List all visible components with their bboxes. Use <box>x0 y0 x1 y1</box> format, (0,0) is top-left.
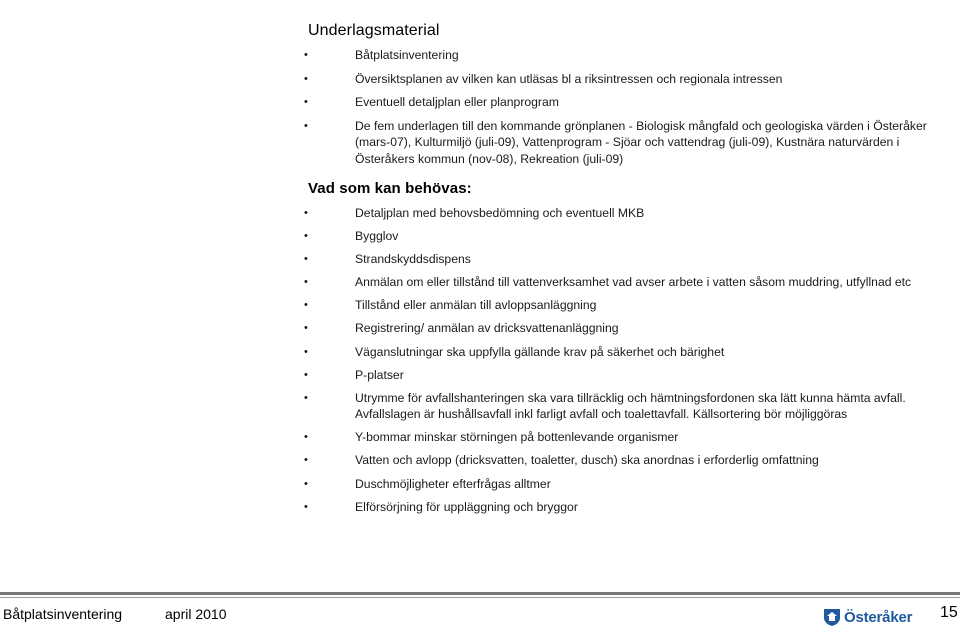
section-heading-vad-som-kan-behovas: Vad som kan behövas: <box>308 180 472 197</box>
list-item: • Registrering/ anmälan av dricksvattenanläggning <box>304 320 954 337</box>
list-item: • Bygglov <box>304 228 954 245</box>
footer-divider <box>0 592 960 595</box>
requirements-list <box>304 205 954 522</box>
list-item: • Strandskyddsdispens <box>304 251 954 268</box>
footer-divider-thin <box>0 597 960 598</box>
footer-date: april 2010 <box>165 606 227 622</box>
list-item: • P-platser <box>304 367 954 384</box>
list-item: • Detaljplan med behovsbedömning och eventuell MKB <box>304 205 954 222</box>
list-item: • Duschmöjligheter efterfrågas alltmer <box>304 476 954 493</box>
osteraker-crest-icon <box>822 607 842 627</box>
osteraker-logo <box>822 606 912 628</box>
list-item: • Väganslutningar ska uppfylla gällande krav på säkerhet och bärighet <box>304 344 954 361</box>
list-item: • Tillstånd eller anmälan till avloppsanläggning <box>304 297 954 314</box>
list-item: • Översiktsplanen av vilken kan utläsas bl a riksintressen och regionala intressen <box>304 71 954 88</box>
underlag-list <box>304 47 954 174</box>
section-heading-underlag: Underlagsmaterial <box>308 22 440 39</box>
footer-title: Båtplatsinventering <box>3 606 123 622</box>
logo-text: Österåker <box>844 608 913 626</box>
list-item: • Eventuell detaljplan eller planprogram <box>304 94 954 111</box>
list-item: • De fem underlagen till den kommande grönplanen - Biologisk mångfald och geologiska värden i Österåker (mars-07), Kulturmiljö (juli-09), Vattenprogram - Sjöar och vattendrag (juli-09), Kustnära naturvärden i Österåkers kommun (nov-08), Rekreation (juli-09) <box>304 118 954 168</box>
list-item: • Anmälan om eller tillstånd till vattenverksamhet vad avser arbete i vatten såsom muddring, utfyllnad etc <box>304 274 954 291</box>
list-item: • Elförsörjning för uppläggning och bryggor <box>304 499 954 516</box>
list-item: • Båtplatsinventering <box>304 47 954 64</box>
list-item: • Y-bommar minskar störningen på bottenlevande organismer <box>304 429 954 446</box>
list-item: • Utrymme för avfallshanteringen ska vara tillräcklig och hämtningsfordonen ska lätt kunna hämta avfall. Avfallslagen är hushållsavfall inkl farligt avfall och toalettavfall. Källsortering bör möjliggöras <box>304 390 954 423</box>
page-number: 15 <box>940 604 958 621</box>
list-item: • Vatten och avlopp (dricksvatten, toaletter, dusch) ska anordnas i erforderlig omfattning <box>304 452 954 469</box>
